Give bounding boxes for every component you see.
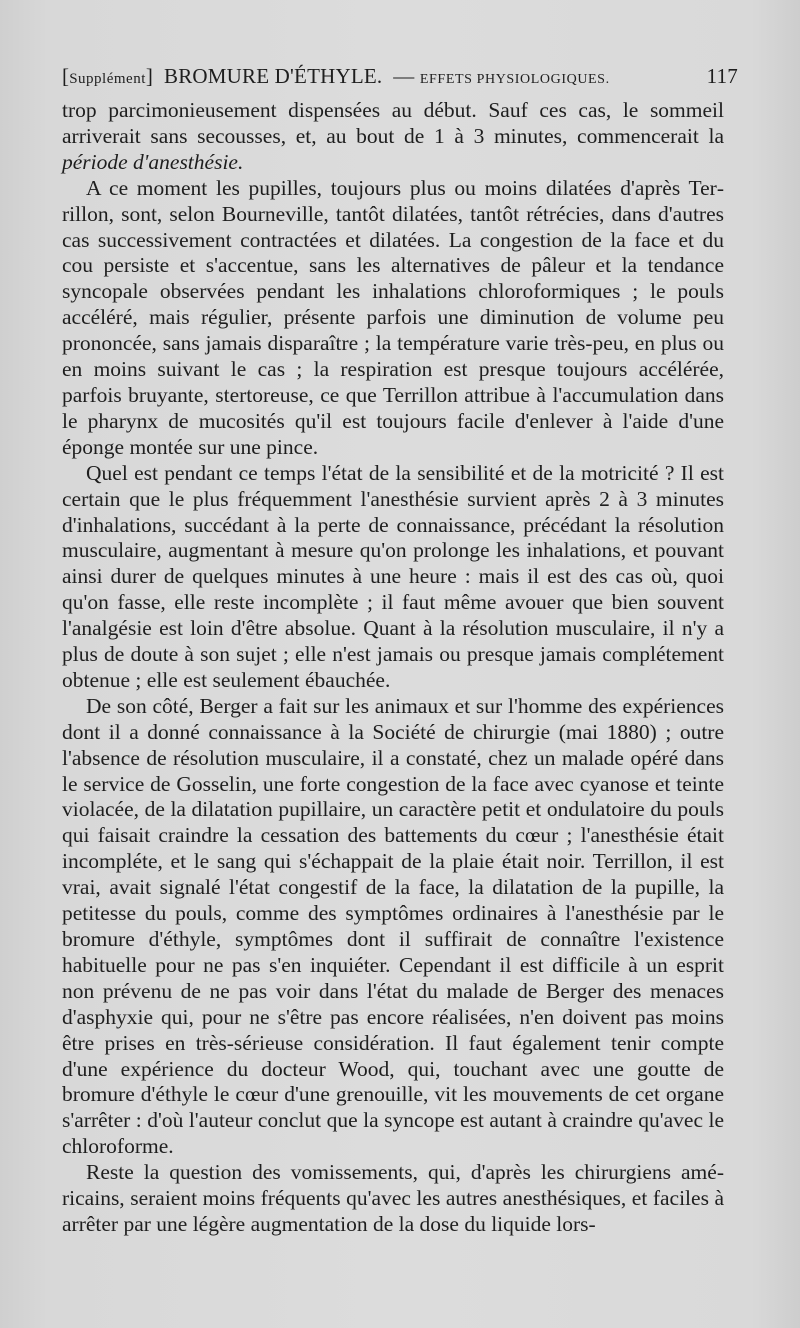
body-text [62, 98, 724, 1238]
running-header [62, 64, 738, 96]
page-number: 117 [706, 64, 738, 88]
paragraph: A ce moment les pupilles, toujours plus ou moins dilatées d'après Terrillon, sont, selon Bourneville, tantôt dilatées, tantôt rétrécies, dans d'autres cas successivement contractées et dilatées. La congestion de la face et du cou persiste et s'accentue, sans les alternatives de pâleur et la tendance syncopale observées pendant les inhalations chloroformiques ; le pouls accéléré, mais régulier, présente parfois une diminution de volume peu prononcée, sans jamais disparaître ; la température varie très-peu, en plus ou en moins suivant le cas ; la respiration est presque toujours accélérée, parfois bruyante, stertoreuse, ce que Terrillon attribue à l'accumulation dans le pharynx de mucosités qu'il est toujours facile d'enlever à l'aide d'une éponge montée sur une pince. [62, 175, 724, 459]
header-subtitle: EFFETS PHYSIOLOGIQUES. [419, 72, 610, 87]
header-title: BROMURE D'ÉTHYLE. [163, 64, 383, 88]
paragraph: De son côté, Berger a fait sur les animaux et sur l'homme des expériences dont il a donné connaissance à la Société de chirurgie (mai 1880) ; outre l'absence de résolution musculaire, il a constaté, chez un malade opéré dans le service de Gosselin, une forte congestion de la face avec cyanose et teinte violacée, de la dilatation pupillaire, un caractère petit et ondulatoire du pouls qui faisait craindre la cessation des battements du cœur ; l'anesthésie était incompléte, et le sang qui s'échappait de la plaie était noir. Terrillon, il est vrai, avait signalé l'état congestif de la face, la dilatation de la pupille, la petitesse du pouls, comme des symptômes ordinaires à l'anesthésie par le bromure d'éthyle, symptômes dont il suffirait de connaître l'existence habituelle pour ne pas s'en inquiéter. Cependant il est difficile à un esprit non prévenu de ne pas voir dans l'état du malade de Berger des menaces d'asphyxie qui, pour ne s'être pas encore réalisées, n'en doivent pas moins être prises en très-sérieuse considération. Il faut également tenir compte d'une expérience du docteur Wood, qui, touchant avec une goutte de bromure d'éthyle le cœur d'une grenouille, vit les mouvements de cet organe s'arrêter : d'où l'auteur conclut que la syncope est autant à craindre qu'avec le chloroforme. [62, 693, 724, 1159]
header-dash: — [393, 64, 415, 88]
header-supplement: Supplément [69, 71, 146, 87]
paragraph [62, 98, 724, 176]
header-bracket-open: [ [62, 64, 70, 88]
paragraph-text: trop parcimonieusement dispensées au début. Sauf ces cas, le sommeil arriverait sans secousses, et, au bout de 1 à 3 minutes, commencerait la [62, 98, 724, 148]
header-bracket-close: ] [145, 64, 154, 88]
paragraph: Reste la question des vomissements, qui, d'après les chirurgiens américains, seraient moins fréquents qu'avec les autres anesthésiques, et faciles à arrêter par une légère augmentation de la dose du liquide lors- [62, 1160, 724, 1236]
paragraph: Quel est pendant ce temps l'état de la sensibilité et de la motricité ? Il est certain que le plus fréquemment l'anesthésie survient après 2 à 3 minutes d'inhalations, succédant à la perte de connaissance, précédant la résolution musculaire, augmentant à mesure qu'on prolonge les inhalations, et pouvant ainsi durer de quelques minutes à une heure : mais il est des cas où, quoi qu'on fasse, elle reste incomplète ; il faut même avouer que bien souvent l'analgésie est loin d'être absolue. Quant à la résolution musculaire, il n'y a plus de doute à son sujet ; elle n'est jamais ou presque jamais complétement obtenue ; elle est seulement ébauchée. [62, 460, 724, 692]
italic-term: période d'anesthésie. [62, 149, 244, 174]
